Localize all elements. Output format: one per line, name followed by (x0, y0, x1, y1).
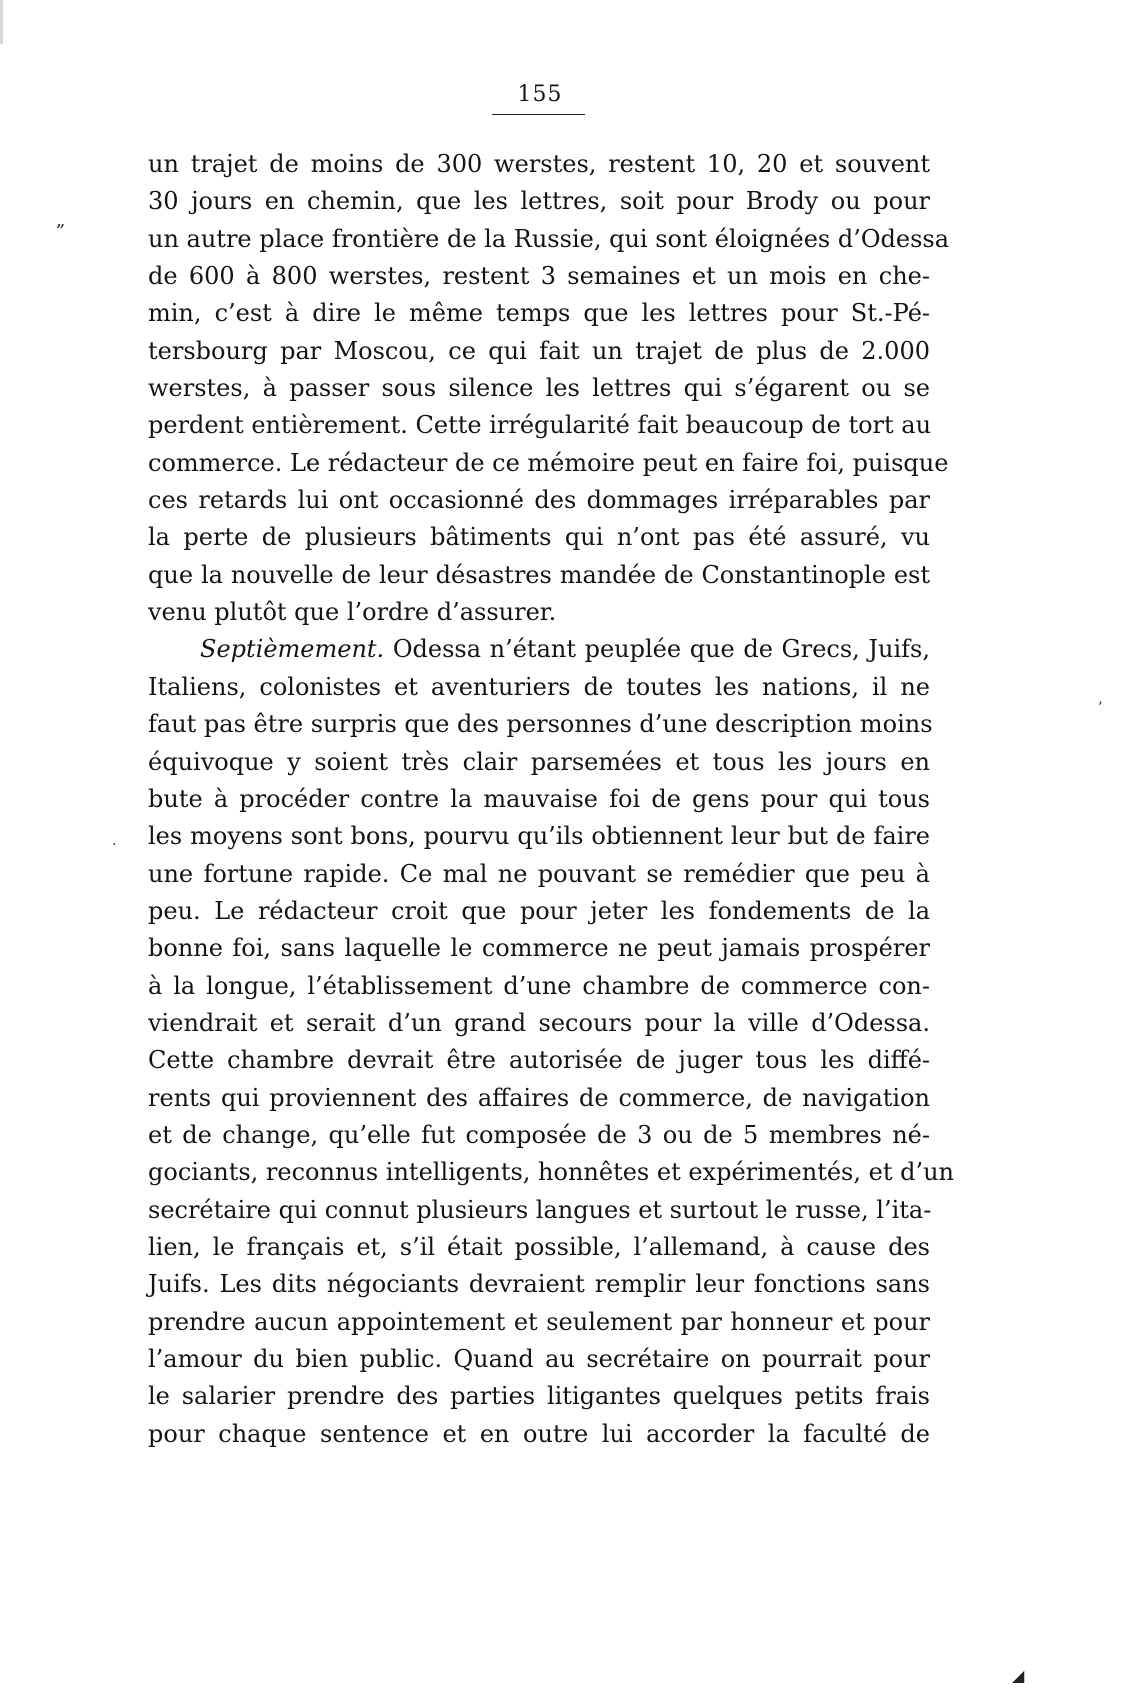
text-line: lien, le français et, s’il était possible, l’allemand, à cause des (148, 1232, 930, 1261)
scan-speck-mark: ’ (1098, 700, 1103, 716)
text-line: bonne foi, sans laquelle le commerce ne peut jamais prospérer (148, 934, 930, 963)
text-line: de 600 à 800 werstes, restent 3 semaines et un mois en che- (148, 262, 930, 291)
page-number: 155 (517, 82, 563, 107)
text-line: secrétaire qui connut plusieurs langues et surtout le russe, l’ita- (148, 1195, 932, 1224)
text-line: que la nouvelle de leur désastres mandée de Constantinople est (148, 560, 930, 589)
text-line: bute à procéder contre la mauvaise foi de gens pour qui tous (148, 784, 930, 813)
text-line: l’amour du bien public. Quand au secrétaire on pourrait pour (148, 1345, 930, 1373)
text-line: le salarier prendre des parties litigantes quelques petits frais (148, 1382, 930, 1411)
scan-speck-mark: „ (56, 210, 66, 231)
text-line: gociants, reconnus intelligents, honnêtes et expérimentés, et d’un (148, 1158, 955, 1187)
text-line: Italiens, colonistes et aventuriers de toutes les nations, il ne (148, 672, 930, 701)
text-line: les moyens sont bons, pourvu qu’ils obtiennent leur but de faire (148, 822, 930, 851)
text-line: werstes, à passer sous silence les lettres qui s’égarent ou se (148, 374, 930, 403)
body-text (148, 146, 955, 1453)
text-line: perdent entièrement. Cette irrégularité fait beaucoup de tort au (148, 411, 932, 440)
text-line: viendrait et serait d’un grand secours pour la ville d’Odessa. (148, 1008, 930, 1037)
page-edge (0, 0, 3, 44)
page-number-rule (492, 114, 585, 115)
text-line: peu. Le rédacteur croit que pour jeter les fondements de la (148, 896, 930, 925)
section-heading: Septièmement. (200, 635, 385, 664)
text-span: Odessa n’étant peuplée que de Grecs, Juifs, (392, 635, 930, 664)
text-line: Juifs. Les dits négociants devraient remplir leur fonctions sans (148, 1270, 930, 1299)
text-line: équivoque y soient très clair parsemées et tous les jours en (148, 747, 930, 776)
text-line: 30 jours en chemin, que les lettres, soit pour Brody ou pour (148, 187, 930, 216)
text-line: à la longue, l’établissement d’une chambre de commerce con- (148, 971, 930, 1000)
text-line: un autre place frontière de la Russie, qui sont éloignées d’Odessa (148, 224, 950, 253)
text-line: min, c’est à dire le même temps que les lettres pour St.-Pé- (148, 299, 930, 328)
scan-speck-mark: ◢ (1012, 1666, 1025, 1685)
text-line: la perte de plusieurs bâtiments qui n’ont pas été assuré, vu (148, 523, 930, 552)
text-line: tersbourg par Moscou, ce qui fait un trajet de plus de 2.000 (148, 336, 930, 365)
text-line: faut pas être surpris que des personnes d’une description moins (148, 710, 933, 739)
text-line: une fortune rapide. Ce mal ne pouvant se remédier que peu à (148, 859, 930, 888)
text-line: commerce. Le rédacteur de ce mémoire peut en faire foi, puisque (148, 448, 949, 477)
text-line: pour chaque sentence et en outre lui accorder la faculté de (148, 1419, 930, 1448)
paragraph-start-line (148, 631, 930, 668)
text-line: rents qui proviennent des affaires de commerce, de navigation (148, 1083, 930, 1112)
text-line: un trajet de moins de 300 werstes, restent 10, 20 et souvent (148, 150, 930, 178)
text-line: venu plutôt que l’ordre d’assurer. (148, 598, 557, 627)
text-line: Cette chambre devrait être autorisée de juger tous les diffé- (148, 1046, 930, 1075)
scan-speck-mark: · (112, 837, 117, 853)
text-line: et de change, qu’elle fut composée de 3 ou de 5 membres né- (148, 1120, 930, 1149)
text-line: prendre aucun appointement et seulement par honneur et pour (148, 1307, 930, 1336)
text-line: ces retards lui ont occasionné des dommages irréparables par (148, 486, 930, 515)
